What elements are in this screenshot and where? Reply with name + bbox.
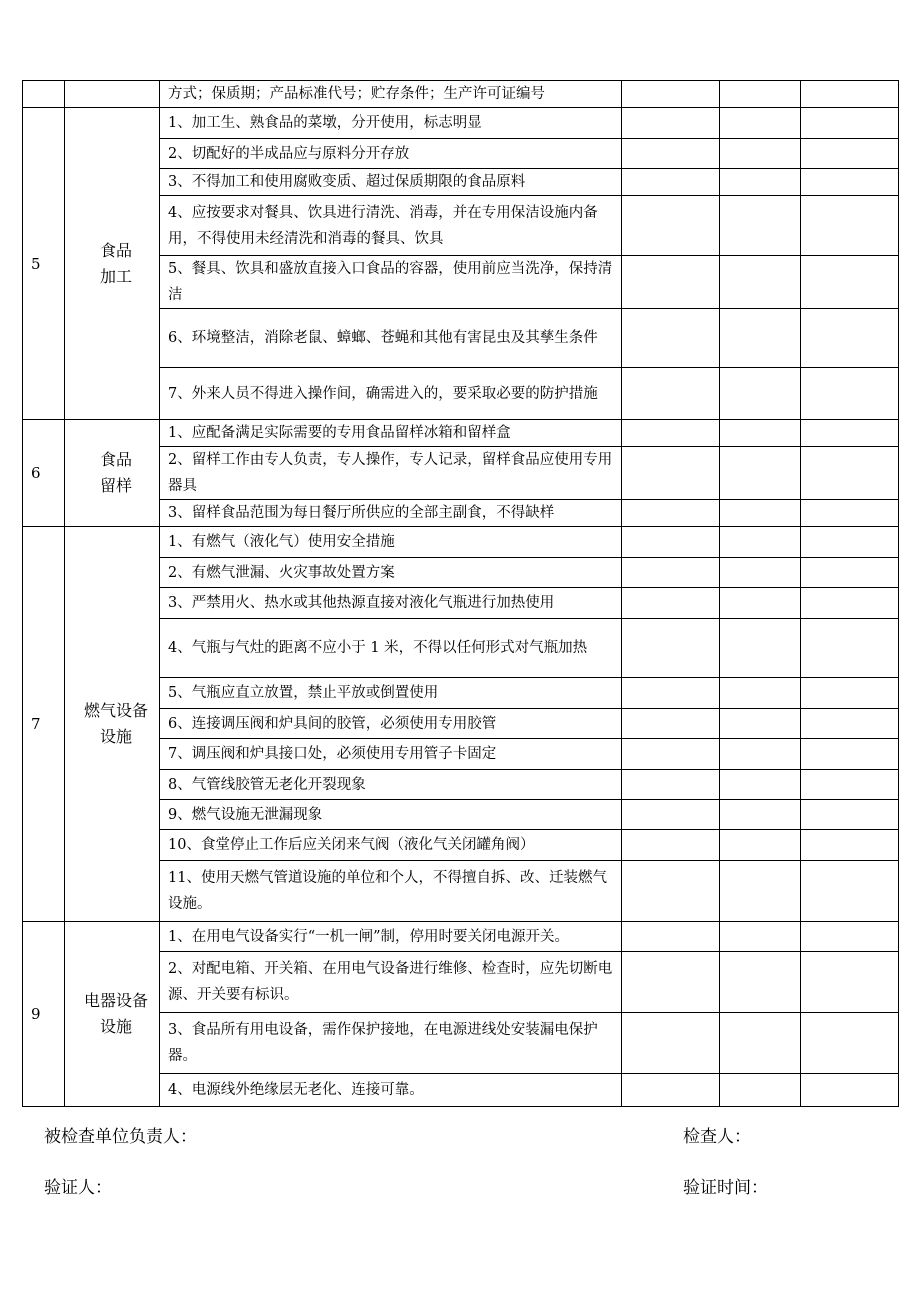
result-cell[interactable] xyxy=(801,527,899,558)
check-item-text: 5、气瓶应直立放置，禁止平放或倒置使用 xyxy=(160,678,622,709)
result-cell[interactable] xyxy=(720,196,801,256)
result-cell[interactable] xyxy=(801,952,899,1013)
check-item-text: 1、在用电气设备实行“一机一闸”制，停用时要关闭电源开关。 xyxy=(160,922,622,952)
result-cell[interactable] xyxy=(801,196,899,256)
check-item-text: 7、调压阀和炉具接口处，必须使用专用管子卡固定 xyxy=(160,739,622,770)
result-cell[interactable] xyxy=(720,1074,801,1107)
result-cell[interactable] xyxy=(720,800,801,830)
section-category xyxy=(65,922,160,1107)
result-cell[interactable] xyxy=(720,830,801,861)
result-cell[interactable] xyxy=(622,447,720,500)
check-item-text: 4、应按要求对餐具、饮具进行清洗、消毒，并在专用保洁设施内备用，不得使用未经清洗和消毒的餐具、饮具 xyxy=(160,196,622,256)
result-cell[interactable] xyxy=(720,527,801,558)
result-cell[interactable] xyxy=(801,558,899,588)
result-cell[interactable] xyxy=(720,952,801,1013)
result-cell[interactable] xyxy=(622,527,720,558)
check-item-text: 1、应配备满足实际需要的专用食品留样冰箱和留样盒 xyxy=(160,420,622,447)
result-cell[interactable] xyxy=(622,861,720,922)
check-item-text: 2、对配电箱、开关箱、在用电气设备进行维修、检查时，应先切断电源、开关要有标识。 xyxy=(160,952,622,1013)
result-cell[interactable] xyxy=(801,770,899,800)
check-item-text: 11、使用天燃气管道设施的单位和个人，不得擅自拆、改、迁装燃气设施。 xyxy=(160,861,622,922)
check-item-text: 6、环境整洁，消除老鼠、蟑螂、苍蝇和其他有害昆虫及其孳生条件 xyxy=(160,309,622,368)
result-cell[interactable] xyxy=(720,447,801,500)
result-cell[interactable] xyxy=(720,1013,801,1074)
section-number: 7 xyxy=(23,527,65,922)
result-cell[interactable] xyxy=(801,800,899,830)
result-cell[interactable] xyxy=(720,619,801,678)
table-row xyxy=(23,420,899,447)
result-cell[interactable] xyxy=(720,588,801,619)
result-cell[interactable] xyxy=(720,139,801,169)
result-cell[interactable] xyxy=(720,922,801,952)
result-cell[interactable] xyxy=(622,139,720,169)
result-cell[interactable] xyxy=(801,108,899,139)
result-cell[interactable] xyxy=(720,770,801,800)
result-cell[interactable] xyxy=(622,800,720,830)
section-number: 5 xyxy=(23,108,65,420)
result-cell[interactable] xyxy=(720,368,801,420)
result-cell[interactable] xyxy=(622,1013,720,1074)
result-cell[interactable] xyxy=(622,196,720,256)
check-item-text: 10、食堂停止工作后应关闭来气阀（液化气关闭罐角阀） xyxy=(160,830,622,861)
result-cell[interactable] xyxy=(720,558,801,588)
inspector-signature-label: 检查人： xyxy=(683,1127,751,1147)
result-cell[interactable] xyxy=(801,709,899,739)
result-cell[interactable] xyxy=(801,420,899,447)
result-cell[interactable] xyxy=(720,309,801,368)
result-cell[interactable] xyxy=(622,922,720,952)
section-category xyxy=(65,527,160,922)
check-item-text: 3、留样食品范围为每日餐厅所供应的全部主副食，不得缺样 xyxy=(160,500,622,527)
result-cell[interactable] xyxy=(622,709,720,739)
result-cell[interactable] xyxy=(720,500,801,527)
check-item-text: 3、食品所有用电设备，需作保护接地，在电源进线处安装漏电保护器。 xyxy=(160,1013,622,1074)
category-line: 食品 xyxy=(99,240,132,260)
result-cell[interactable] xyxy=(801,922,899,952)
result-cell[interactable] xyxy=(622,368,720,420)
result-cell[interactable] xyxy=(801,1013,899,1074)
check-item-text: 3、不得加工和使用腐败变质、超过保质期限的食品原料 xyxy=(160,169,622,196)
result-cell[interactable] xyxy=(622,1074,720,1107)
result-cell[interactable] xyxy=(622,770,720,800)
table-row xyxy=(23,922,899,952)
check-item-text: 8、气管线胶管无老化开裂现象 xyxy=(160,770,622,800)
result-cell[interactable] xyxy=(720,861,801,922)
result-cell[interactable] xyxy=(622,678,720,709)
result-cell[interactable] xyxy=(720,256,801,309)
result-cell[interactable] xyxy=(801,256,899,309)
unit-leader-signature-label: 被检查单位负责人： xyxy=(44,1127,197,1147)
table-row xyxy=(23,527,899,558)
section-category xyxy=(65,108,160,420)
result-cell[interactable] xyxy=(720,709,801,739)
result-cell[interactable] xyxy=(622,108,720,139)
result-cell[interactable] xyxy=(801,739,899,770)
category-line: 燃气设备 xyxy=(83,701,148,720)
result-cell[interactable] xyxy=(801,169,899,196)
result-cell[interactable] xyxy=(720,108,801,139)
result-cell[interactable] xyxy=(801,447,899,500)
table-row xyxy=(23,108,899,139)
category-line: 加工 xyxy=(99,266,132,286)
category-line: 设施 xyxy=(99,727,132,746)
result-cell[interactable] xyxy=(622,558,720,588)
result-cell[interactable] xyxy=(622,588,720,619)
check-item-text: 5、餐具、饮具和盛放直接入口食品的容器，使用前应当洗净，保持清洁 xyxy=(160,256,622,309)
section-category xyxy=(65,420,160,527)
table-row xyxy=(23,81,899,108)
result-cell[interactable] xyxy=(801,678,899,709)
result-cell[interactable] xyxy=(622,309,720,368)
result-cell[interactable] xyxy=(622,739,720,770)
result-cell[interactable] xyxy=(801,368,899,420)
result-cell[interactable] xyxy=(622,169,720,196)
result-cell[interactable] xyxy=(720,169,801,196)
result-cell[interactable] xyxy=(622,952,720,1013)
result-cell[interactable] xyxy=(801,1074,899,1107)
result-cell[interactable] xyxy=(720,678,801,709)
inspection-checklist-table xyxy=(22,80,899,1107)
category-line: 设施 xyxy=(99,1017,132,1036)
result-cell[interactable] xyxy=(801,830,899,861)
result-cell[interactable] xyxy=(801,619,899,678)
result-cell[interactable] xyxy=(720,739,801,770)
result-cell[interactable] xyxy=(622,420,720,447)
result-cell[interactable] xyxy=(720,420,801,447)
verify-time-label: 验证时间： xyxy=(683,1178,768,1198)
result-cell[interactable] xyxy=(622,619,720,678)
check-item-text: 3、严禁用火、热水或其他热源直接对液化气瓶进行加热使用 xyxy=(160,588,622,619)
check-item-text: 1、有燃气（液化气）使用安全措施 xyxy=(160,527,622,558)
category-line: 食品 xyxy=(99,450,132,469)
section-number: 9 xyxy=(23,922,65,1107)
result-cell[interactable] xyxy=(801,500,899,527)
result-cell[interactable] xyxy=(801,309,899,368)
check-item-text: 4、气瓶与气灶的距离不应小于 1 米，不得以任何形式对气瓶加热 xyxy=(160,619,622,678)
check-item-text: 2、留样工作由专人负责，专人操作，专人记录，留样食品应使用专用器具 xyxy=(160,447,622,500)
category-line: 留样 xyxy=(99,476,132,495)
section-number: 6 xyxy=(23,420,65,527)
result-cell[interactable] xyxy=(801,139,899,169)
check-item-text: 7、外来人员不得进入操作间，确需进入的，要采取必要的防护措施 xyxy=(160,368,622,420)
check-item-text: 4、电源线外绝缘层无老化、连接可靠。 xyxy=(160,1074,622,1107)
category-line: 电器设备 xyxy=(83,991,148,1010)
check-item-text: 6、连接调压阀和炉具间的胶管，必须使用专用胶管 xyxy=(160,709,622,739)
result-cell[interactable] xyxy=(801,588,899,619)
check-item-text: 1、加工生、熟食品的菜墩，分开使用，标志明显 xyxy=(160,108,622,139)
verifier-signature-label: 验证人： xyxy=(44,1178,112,1198)
result-cell[interactable] xyxy=(622,830,720,861)
result-cell[interactable] xyxy=(622,500,720,527)
check-item-text: 2、切配好的半成品应与原料分开存放 xyxy=(160,139,622,169)
check-item-text: 9、燃气设施无泄漏现象 xyxy=(160,800,622,830)
result-cell[interactable] xyxy=(801,861,899,922)
check-item-text: 2、有燃气泄漏、火灾事故处置方案 xyxy=(160,558,622,588)
result-cell[interactable] xyxy=(622,256,720,309)
continued-item-text: 方式；保质期；产品标准代号；贮存条件；生产许可证编号 xyxy=(160,81,622,108)
